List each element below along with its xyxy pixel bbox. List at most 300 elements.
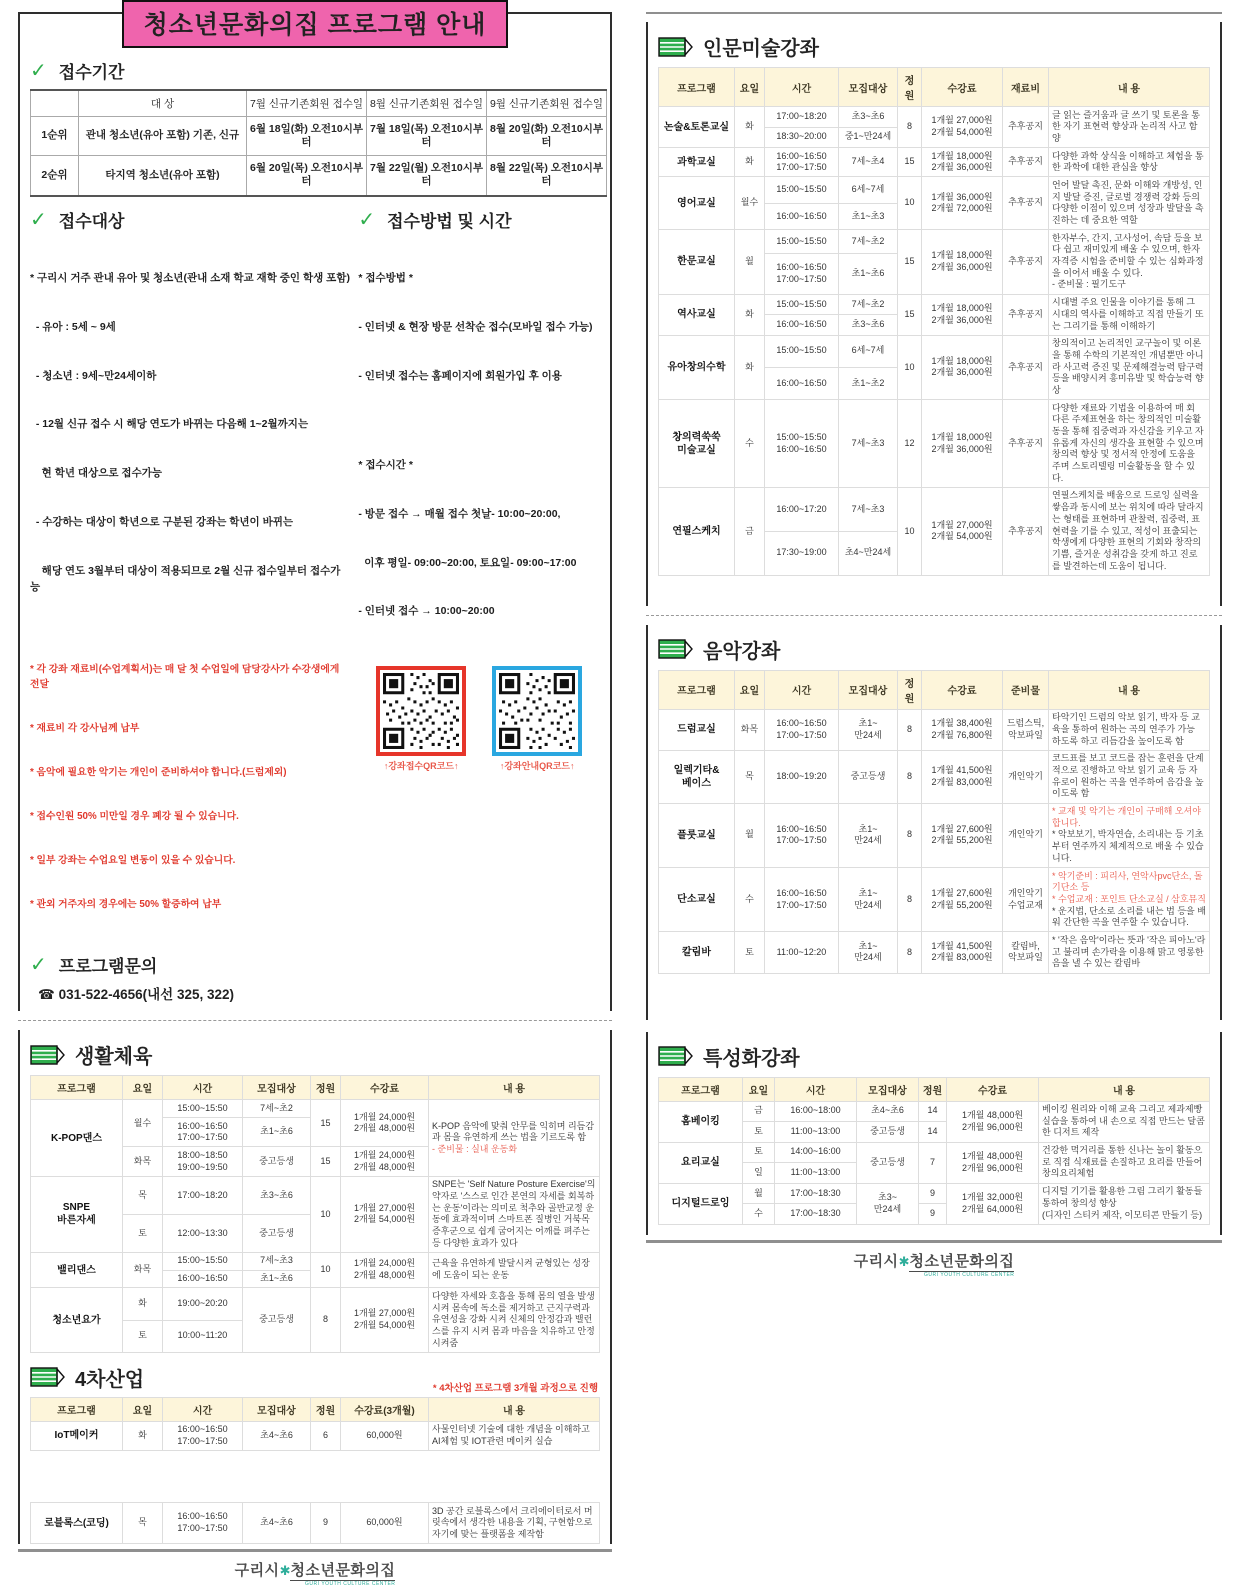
table-header-row — [659, 1077, 1210, 1101]
table-cell: 수 — [735, 400, 765, 488]
column-header: 정원 — [898, 670, 922, 709]
table-cell: 글 읽는 즐거움과 글 쓰기 및 토론을 통한 자기 표현력 향상과 논리적 사고 함양 — [1049, 107, 1210, 148]
pencil-icon — [658, 1046, 694, 1066]
table-cell: 1개월 27,000원 2개월 54,000원 — [922, 487, 1003, 575]
table-cell: 화 — [123, 1421, 163, 1450]
table-cell: 사물인터넷 기술에 대한 개념을 이해하고 AI체험 및 IOT관련 메이커 실습 — [429, 1421, 600, 1450]
table-cell: 1개월 48,000원 2개월 96,000원 — [947, 1142, 1039, 1183]
column-header: 내 용 — [429, 1076, 600, 1100]
time-line: 이후 평일- 09:00~20:00, 토요일- 09:00~17:00 — [358, 556, 577, 569]
table-cell: 15 — [311, 1147, 341, 1176]
table-cell: 초4~초6 — [243, 1421, 311, 1450]
sports-industry-box — [18, 1030, 612, 1544]
column-header: 시간 — [765, 68, 839, 107]
table-cell: 16:00~16:50 17:00~17:50 — [765, 868, 839, 932]
table-cell: 월 — [735, 803, 765, 867]
table-cell: 7세~초2 — [839, 294, 898, 315]
table-cell: 1개월 36,000원 2개월 72,000원 — [922, 177, 1003, 230]
table-cell: 10 — [898, 177, 922, 230]
table-cell: 중고등생 — [243, 1288, 311, 1352]
column-header: 프로그램 — [659, 68, 735, 107]
target-line: 해당 연도 3월부터 대상이 적용되므로 2월 신규 접수일부터 접수가능 — [30, 564, 341, 594]
table-cell: 15:00~15:50 — [765, 294, 839, 315]
info-box — [18, 12, 612, 1011]
table-cell: 16:00~16:50 — [765, 367, 839, 399]
table-cell: 12 — [898, 400, 922, 488]
reception-period-heading — [30, 58, 600, 83]
table-cell: 16:00~16:50 17:00~17:50 — [765, 709, 839, 750]
column-header: 정원 — [898, 68, 922, 107]
red-note: * 각 강좌 재료비(수업계획서)는 매 달 첫 수업일에 담당강사가 수강생에게 전달 — [30, 664, 343, 690]
table-cell: 18:00~18:50 19:00~19:50 — [163, 1147, 243, 1176]
column-header: 프로그램 — [31, 1397, 123, 1421]
heading-label: 프로그램문의 — [58, 957, 158, 977]
table-cell: 1개월 24,000원 2개월 48,000원 — [341, 1147, 429, 1176]
heading-label: 접수대상 — [58, 211, 125, 231]
table-cell: 1개월 27,600원 2개월 55,200원 — [922, 868, 1003, 932]
table-row — [659, 177, 1210, 203]
table-cell: 초4~만24세 — [839, 531, 898, 575]
table-cell: 3D 공간 로블록스에서 크리에이터로서 머릿속에서 생각한 내용을 기획, 구현함으로 자기에 맞는 플랫폼을 제작함 — [429, 1503, 600, 1544]
method-subtitle: * 접수방법 * — [358, 272, 413, 285]
table-cell: * '작은 음악'이라는 뜻과 '작은 피아노'라고 불리며 손가락을 이용해 맑고 영롱한 음을 낼 수 있는 칼림바 — [1049, 932, 1210, 973]
table-cell: 일 — [743, 1163, 775, 1184]
table-cell: 목 — [123, 1503, 163, 1544]
table-cell: 6월 18일(화) 오전10시부터 — [247, 117, 367, 156]
table-cell: 중고등생 — [857, 1122, 919, 1143]
table-cell: 언어 발달 촉진, 문화 이해와 개방성, 인지 발달 증진, 글로벌 경쟁력 강화 등의 다양한 이점이 있으며 성장과 발달을 촉진하는 데 중요한 역할 — [1049, 177, 1210, 230]
table-cell: 화목 — [735, 709, 765, 750]
table-cell: 토 — [123, 1320, 163, 1352]
table-cell: 7세~초4 — [839, 148, 898, 177]
table-row — [659, 230, 1210, 254]
table-cell: 연필스케치 — [659, 487, 735, 575]
check-icon: ✓ — [358, 208, 376, 231]
table-cell: 초3~초6 — [839, 315, 898, 336]
table-cell: 7월 18일(목) 오전10시부터 — [367, 117, 487, 156]
heading-label: 특성화강좌 — [703, 1047, 800, 1070]
table-cell: 연필스케치를 배움으로 드로잉 실력을 쌓음과 동시에 보는 위치에 따라 달라지는 형태를 표현하며 관찰력, 집중력, 표현력을 기를 수 있고, 적성이 표출되는 학생에게 다양한 표현의 기회와 창작의 기쁨, 즐거운 성취감을 갖게 하고 진로를 발견하는데 도움이 됩니다. — [1049, 487, 1210, 575]
table-cell: 1순위 — [31, 117, 79, 156]
column-header: 요일 — [735, 68, 765, 107]
table-cell: 16:00~17:20 — [765, 487, 839, 531]
qr-apply-code — [376, 666, 466, 756]
table-cell: 17:00~18:30 — [775, 1183, 857, 1204]
table-cell: 초1~초6 — [839, 254, 898, 294]
table-cell: 1개월 24,000원 2개월 48,000원 — [341, 1100, 429, 1147]
table-cell: 디지털드로잉 — [659, 1183, 743, 1224]
table-cell: 10 — [311, 1252, 341, 1287]
table-cell: 일렉기타& 베이스 — [659, 750, 735, 803]
qr-apply-label: ↑강좌접수QR코드↑ — [383, 761, 459, 772]
brand-prefix: 구리시 — [853, 1252, 899, 1270]
heading-label: 인문미술강좌 — [703, 38, 819, 60]
heading-label: 생활체육 — [75, 1046, 153, 1069]
column-header: 시간 — [775, 1077, 857, 1101]
table-cell: 16:00~16:50 17:00~17:50 — [163, 1421, 243, 1450]
target-heading — [30, 207, 350, 232]
column-header: 수강료 — [947, 1077, 1039, 1101]
table-cell: 7세~초3 — [839, 400, 898, 488]
table-cell: SNPE 바른자세 — [31, 1176, 123, 1252]
table-cell: * 악기준비 : 피리사, 연악사pvc단소, 돌기단소 등 * 수업교재 : 포인트 단소교실 / 삼호뮤직 * 운지법, 단소로 소리를 내는 법 등을 배워 간단한 곡을 연주할 수 있습니다. — [1049, 868, 1210, 932]
table-cell: 타악기인 드럼의 악보 읽기, 박자 등 교육을 통하여 원하는 곡의 연주가 가능 하도록 하고 리듬감을 높이도록 함 — [1049, 709, 1210, 750]
table-cell: 시대별 주요 인물을 이야기를 통해 그 시대의 역사를 이해하고 직접 만들기 또는 그리기를 통해 이해하기 — [1049, 294, 1210, 335]
target-lines — [30, 238, 350, 628]
table-cell: 화 — [735, 294, 765, 335]
column-header — [31, 90, 79, 117]
table-cell: 논술&토론교실 — [659, 107, 735, 148]
table-cell: 15 — [898, 148, 922, 177]
column-header: 모집대상 — [243, 1076, 311, 1100]
table-cell: 17:30~19:00 — [765, 531, 839, 575]
table-cell: 2순위 — [31, 156, 79, 196]
section-divider — [18, 1020, 612, 1021]
table-cell: 1개월 48,000원 2개월 96,000원 — [947, 1101, 1039, 1142]
table-cell: 화 — [735, 107, 765, 148]
column-header: 시간 — [163, 1397, 243, 1421]
table-header-row — [659, 670, 1210, 709]
table-cell: 초1~초3 — [839, 203, 898, 229]
special-box — [646, 1032, 1222, 1235]
table-cell: 건강한 먹거리를 통한 신나는 놀이 활동으로 직접 식재료를 손질하고 요리를 만들어 창의요리체험 — [1039, 1142, 1210, 1183]
table-cell: K-POP댄스 — [31, 1100, 123, 1176]
table-cell: 1개월 27,000원 2개월 54,000원 — [341, 1176, 429, 1252]
table-header-row — [31, 90, 607, 117]
heading-label: 음악강좌 — [703, 640, 781, 663]
table-cell: 코드표를 보고 코드를 잡는 훈련을 단계적으로 진행하고 악보 읽기 교육 등 자유로이 원하는 곡을 연주하여 음감을 높이도록 함 — [1049, 750, 1210, 803]
table-cell: K-POP 음악에 맞춰 안무를 익히며 리듬감과 몸을 유연하게 쓰는 법을 기르도록 함 - 준비물 : 실내 운동화 — [429, 1100, 600, 1176]
table-cell: 15:00~15:50 — [163, 1100, 243, 1118]
table-cell: 홈베이킹 — [659, 1101, 743, 1142]
table-cell: 토 — [735, 932, 765, 973]
table-cell: 8월 20일(화) 오전10시부터 — [487, 117, 607, 156]
column-header: 내 용 — [1049, 670, 1210, 709]
column-header: 모집대상 — [839, 670, 898, 709]
table-cell: 1개월 18,000원 2개월 36,000원 — [922, 148, 1003, 177]
red-note: * 재료비 각 강사님께 납부 — [30, 723, 140, 735]
table-cell: 칼림바, 악보파일 — [1003, 932, 1049, 973]
table-cell: 1개월 41,500원 2개월 83,000원 — [922, 750, 1003, 803]
table-cell: 과학교실 — [659, 148, 735, 177]
table-cell: 8 — [898, 803, 922, 867]
column-header: 요일 — [123, 1397, 163, 1421]
column-header: 수강료 — [922, 68, 1003, 107]
table-cell: 15:00~15:50 — [765, 177, 839, 203]
heading-label: 4차산업 — [75, 1368, 145, 1391]
table-row — [659, 803, 1210, 867]
table-cell: 10:00~11:20 — [163, 1320, 243, 1352]
column-header: 정원 — [311, 1397, 341, 1421]
check-icon: ✓ — [30, 60, 47, 82]
brand-subtitle: GURI YOUTH CULTURE CENTER — [305, 1581, 396, 1587]
table-cell: 1개월 27,000원 2개월 54,000원 — [341, 1288, 429, 1352]
column-header: 내 용 — [1039, 1077, 1210, 1101]
brand-main: 청소년문화의집 — [909, 1252, 1015, 1270]
column-header: 요일 — [735, 670, 765, 709]
table-cell: 14 — [919, 1122, 947, 1143]
table-row — [659, 400, 1210, 488]
inquiry-phone: ☎ 031-522-4656(내선 325, 322) — [38, 987, 235, 1003]
brand-logo — [235, 1559, 396, 1587]
table-cell: 창의적이고 논리적인 교구놀이 및 이론을 통해 수학의 기본적인 개념뿐만 아니라 사고력 증진 및 문제해결능력 탐구력 등을 배양시켜 흥미유발 및 학습능력 향상 — [1049, 335, 1210, 399]
red-note: * 접수인원 50% 미만일 경우 폐강 될 수 있습니다. — [30, 811, 239, 823]
table-cell: 초3~초6 — [839, 107, 898, 128]
table-cell: 수 — [735, 868, 765, 932]
qr-info — [492, 666, 582, 772]
table-cell — [31, 1451, 600, 1503]
table-cell: 초1~ 만24세 — [839, 709, 898, 750]
table-cell: 화목 — [123, 1252, 163, 1287]
column-header: 수강료 — [922, 670, 1003, 709]
table-cell: 16:00~16:50 17:00~17:50 — [765, 148, 839, 177]
table-cell: 추후공지 — [1003, 177, 1049, 230]
humanities-heading — [658, 32, 1210, 61]
table-cell: 7세~초2 — [243, 1100, 311, 1118]
table-cell: 1개월 18,000원 2개월 36,000원 — [922, 294, 1003, 335]
table-row — [31, 117, 607, 156]
table-cell: 15:00~15:50 — [163, 1252, 243, 1270]
table-cell: 금 — [735, 487, 765, 575]
table-cell: 월 — [743, 1183, 775, 1204]
table-row — [659, 487, 1210, 531]
table-cell: 중1~만24세 — [839, 127, 898, 148]
table-cell: 초1~ 만24세 — [839, 932, 898, 973]
table-cell: 추후공지 — [1003, 335, 1049, 399]
table-cell: 추후공지 — [1003, 294, 1049, 335]
table-cell: 청소년요가 — [31, 1288, 123, 1352]
table-cell: 로블록스(코딩) — [31, 1503, 123, 1544]
table-cell: 7월 22일(월) 오전10시부터 — [367, 156, 487, 196]
table-cell: 1개월 18,000원 2개월 36,000원 — [922, 335, 1003, 399]
column-header: 요일 — [123, 1076, 163, 1100]
heading-label: 접수기간 — [58, 63, 125, 82]
table-cell: 1개월 18,000원 2개월 36,000원 — [922, 400, 1003, 488]
table-cell: 디지털 기기를 활용한 그림 그리기 활동들 통하여 창의성 향상 (디자인 스티커 제작, 이모티콘 만들기 등) — [1039, 1183, 1210, 1224]
table-cell: 16:00~16:50 17:00~17:50 — [765, 254, 839, 294]
table-cell: 중고등생 — [857, 1142, 919, 1183]
table-cell: 8월 22일(목) 오전10시부터 — [487, 156, 607, 196]
sports-heading — [30, 1040, 600, 1069]
column-header: 요일 — [743, 1077, 775, 1101]
section-divider — [646, 615, 1222, 616]
qr-info-code — [492, 666, 582, 756]
table-cell: 16:00~16:50 — [765, 315, 839, 336]
table-cell: 1개월 18,000원 2개월 36,000원 — [922, 230, 1003, 294]
column-header: 모집대상 — [857, 1077, 919, 1101]
table-cell: 토 — [743, 1122, 775, 1143]
page-right — [646, 12, 1222, 1587]
special-heading — [658, 1042, 1210, 1071]
table-cell: 초1~ 만24세 — [839, 868, 898, 932]
column-header: 내 용 — [1049, 68, 1210, 107]
brand-main: 청소년문화의집 — [290, 1562, 396, 1580]
brand-subtitle: GURI YOUTH CULTURE CENTER — [924, 1271, 1015, 1278]
table-cell: 14:00~16:00 — [775, 1142, 857, 1163]
table-cell: 15:00~15:50 — [765, 230, 839, 254]
table-cell: 1개월 24,000원 2개월 48,000원 — [341, 1252, 429, 1287]
table-cell: 16:00~16:50 — [163, 1270, 243, 1288]
pencil-icon — [30, 1367, 66, 1387]
reception-table — [30, 89, 607, 197]
check-icon: ✓ — [30, 208, 47, 231]
qr-code-icon — [499, 673, 575, 749]
table-row — [31, 1288, 600, 1320]
table-cell: 10 — [898, 335, 922, 399]
table-cell: 60,000원 — [341, 1421, 429, 1450]
table-cell: 17:00~18:20 — [765, 107, 839, 128]
table-cell: 10 — [898, 487, 922, 575]
table-cell: 추후공지 — [1003, 230, 1049, 294]
table-cell: 8 — [898, 868, 922, 932]
column-header: 프로그램 — [659, 670, 735, 709]
table-row — [659, 709, 1210, 750]
table-cell: 베이킹 원리와 이해 교육 그리고 제과제빵실습을 통하여 내 손으로 직접 만드는 달콤한 디저트 제작 — [1039, 1101, 1210, 1142]
special-table — [658, 1077, 1210, 1225]
table-cell: 추후공지 — [1003, 400, 1049, 488]
qr-code-icon — [383, 673, 459, 749]
table-cell: 토 — [123, 1214, 163, 1252]
table-header-row — [31, 1397, 600, 1421]
column-header: 시간 — [765, 670, 839, 709]
column-header: 모집대상 — [243, 1397, 311, 1421]
time-line: - 방문 접수 → 매월 접수 첫날- 10:00~20:00, — [358, 507, 561, 520]
table-cell: 7세~초3 — [839, 487, 898, 531]
table-cell: 15 — [311, 1100, 341, 1147]
star-icon: ✱ — [279, 1563, 291, 1579]
table-cell: 14 — [919, 1101, 947, 1122]
table-cell: 다양한 재료와 기법을 이용하여 매 회 다른 주제표현을 하는 창의적인 미술활동을 통해 집중력과 자신감을 키우고 자유롭게 자신의 생각을 표현할 수 있으며 창의력 향상 및 정서적 안정에 도움을 주며 스토리텔링 미술활동을 할 수 있다. — [1049, 400, 1210, 488]
table-cell: 1개월 38,400원 2개월 76,800원 — [922, 709, 1003, 750]
table-row — [659, 1142, 1210, 1163]
table-cell: 개인악기 — [1003, 803, 1049, 867]
table-cell: 16:00~16:50 17:00~17:50 — [163, 1118, 243, 1147]
table-row — [31, 1421, 600, 1450]
column-header: 정원 — [919, 1077, 947, 1101]
table-cell: 금 — [743, 1101, 775, 1122]
table-cell: 16:00~16:50 17:00~17:50 — [765, 803, 839, 867]
table-cell: 목 — [735, 750, 765, 803]
table-cell: 1개월 41,500원 2개월 83,000원 — [922, 932, 1003, 973]
table-cell: 7세~초3 — [243, 1252, 311, 1270]
table-cell: 6세~7세 — [839, 177, 898, 203]
time-line: - 인터넷 접수 → 10:00~20:00 — [358, 605, 495, 618]
table-cell: 한자부수, 간지, 고사성어, 속담 등을 보다 쉽고 재미있게 배울 수 있으며, 한자자격증 시험을 준비할 수 있는 심화과정을 이어서 배울 수 있다. - 준비물 : 필기도구 — [1049, 230, 1210, 294]
table-cell: 플룻교실 — [659, 803, 735, 867]
table-cell: 60,000원 — [341, 1503, 429, 1544]
table-row — [31, 1451, 600, 1503]
page-top-rule — [646, 12, 1222, 14]
column-header: 8월 신규기존회원 접수일 — [367, 90, 487, 117]
column-header: 정원 — [311, 1076, 341, 1100]
target-column — [30, 197, 350, 1012]
table-cell: 16:00~16:50 17:00~17:50 — [163, 1503, 243, 1544]
table-cell: 1개월 27,000원 2개월 54,000원 — [922, 107, 1003, 148]
table-cell: 화 — [735, 148, 765, 177]
footer-left — [18, 1559, 612, 1587]
table-cell: 추후공지 — [1003, 487, 1049, 575]
page-title: 청소년문화의집 프로그램 안내 — [122, 0, 508, 48]
inquiry-heading — [30, 952, 350, 977]
table-cell: 화 — [735, 335, 765, 399]
table-cell: 창의력쑥쑥 미술교실 — [659, 400, 735, 488]
industry-note: * 4차산업 프로그램 3개월 과정으로 진행 — [432, 1382, 598, 1394]
table-cell: 개인악기 — [1003, 750, 1049, 803]
sports-table — [30, 1075, 600, 1352]
table-cell: 초3~ 만24세 — [857, 1183, 919, 1224]
table-header-row — [31, 1076, 600, 1100]
table-cell: 중고등생 — [243, 1214, 311, 1252]
method-line: - 인터넷 접수는 홈페이지에 회원가입 후 이용 — [358, 369, 562, 382]
method-column — [358, 197, 600, 1012]
table-cell: 1개월 27,600원 2개월 55,200원 — [922, 803, 1003, 867]
table-cell: 초1~초6 — [243, 1270, 311, 1288]
table-cell: 10 — [311, 1176, 341, 1252]
method-heading — [358, 207, 600, 232]
table-cell: 17:00~18:20 — [163, 1176, 243, 1214]
table-cell: 밸리댄스 — [31, 1252, 123, 1287]
column-header: 내 용 — [429, 1397, 600, 1421]
table-cell: 요리교실 — [659, 1142, 743, 1183]
method-line: - 인터넷 & 현장 방문 선착순 접수(모바일 접수 가능) — [358, 320, 593, 333]
table-row — [659, 1183, 1210, 1204]
table-cell: 17:00~18:30 — [775, 1204, 857, 1225]
column-header: 수강료 — [341, 1076, 429, 1100]
red-note: * 관외 거주자의 경우에는 50% 할증하여 납부 — [30, 899, 222, 911]
table-cell: 9 — [919, 1204, 947, 1225]
table-cell: 추후공지 — [1003, 148, 1049, 177]
table-cell: 초1~초6 — [243, 1118, 311, 1147]
column-header: 모집대상 — [839, 68, 898, 107]
check-icon: ✓ — [30, 954, 47, 977]
red-note: * 일부 강좌는 수업요일 변동이 있을 수 있습니다. — [30, 855, 236, 867]
table-cell: 15 — [898, 230, 922, 294]
table-cell: 개인악기 수업교재 — [1003, 868, 1049, 932]
humanities-table — [658, 67, 1210, 576]
column-header: 프로그램 — [31, 1076, 123, 1100]
table-cell: 월수 — [735, 177, 765, 230]
column-header: 준비물 — [1003, 670, 1049, 709]
table-cell: 8 — [898, 932, 922, 973]
table-cell: 7세~초2 — [839, 230, 898, 254]
target-line: - 수강하는 대상이 학년으로 구분된 강좌는 학년이 바뀌는 — [30, 516, 294, 529]
table-cell: SNPE는 'Self Nature Posture Exercise'의 약자로 '스스로 인간 본연의 자세를 회복하는 운동'이라는 의미로 척추와 골반교정 운동에 효과적이며 스마트폰 질병인 거북목 증후군으로 쉽게 굽어지는 어깨를 펴주는 등 다양한 효과가 있다 — [429, 1176, 600, 1252]
table-cell: 단소교실 — [659, 868, 735, 932]
table-row — [659, 750, 1210, 803]
qr-apply — [376, 666, 466, 772]
table-cell: 6세~7세 — [839, 335, 898, 367]
table-cell: 초4~초6 — [857, 1101, 919, 1122]
table-row — [31, 1252, 600, 1270]
table-row — [659, 932, 1210, 973]
table-cell: 관내 청소년(유아 포함) 기존, 신규 — [79, 117, 247, 156]
page-left — [18, 12, 612, 1587]
table-cell: 16:00~16:50 — [765, 203, 839, 229]
table-cell: 15:00~15:50 — [765, 335, 839, 367]
table-cell: 8 — [311, 1288, 341, 1352]
table-cell: 9 — [311, 1503, 341, 1544]
music-table — [658, 670, 1210, 974]
table-cell: 18:00~19:20 — [765, 750, 839, 803]
table-cell: 6 — [311, 1421, 341, 1450]
target-line: - 청소년 : 9세~만24세이하 — [30, 369, 157, 382]
table-cell: 6월 20일(목) 오전10시부터 — [247, 156, 367, 196]
table-cell: 다양한 자세와 호흡을 통해 몸의 열을 발생시켜 몸속에 독소를 제거하고 근지구력과 유연성을 강화 시켜 신체의 안정감과 밸런스를 유지 시켜 몸과 마음을 치유하고 안정 시켜줌 — [429, 1288, 600, 1352]
table-cell: 타지역 청소년(유아 포함) — [79, 156, 247, 196]
table-cell: 12:00~13:30 — [163, 1214, 243, 1252]
table-cell: 영어교실 — [659, 177, 735, 230]
table-cell: 7 — [919, 1142, 947, 1183]
